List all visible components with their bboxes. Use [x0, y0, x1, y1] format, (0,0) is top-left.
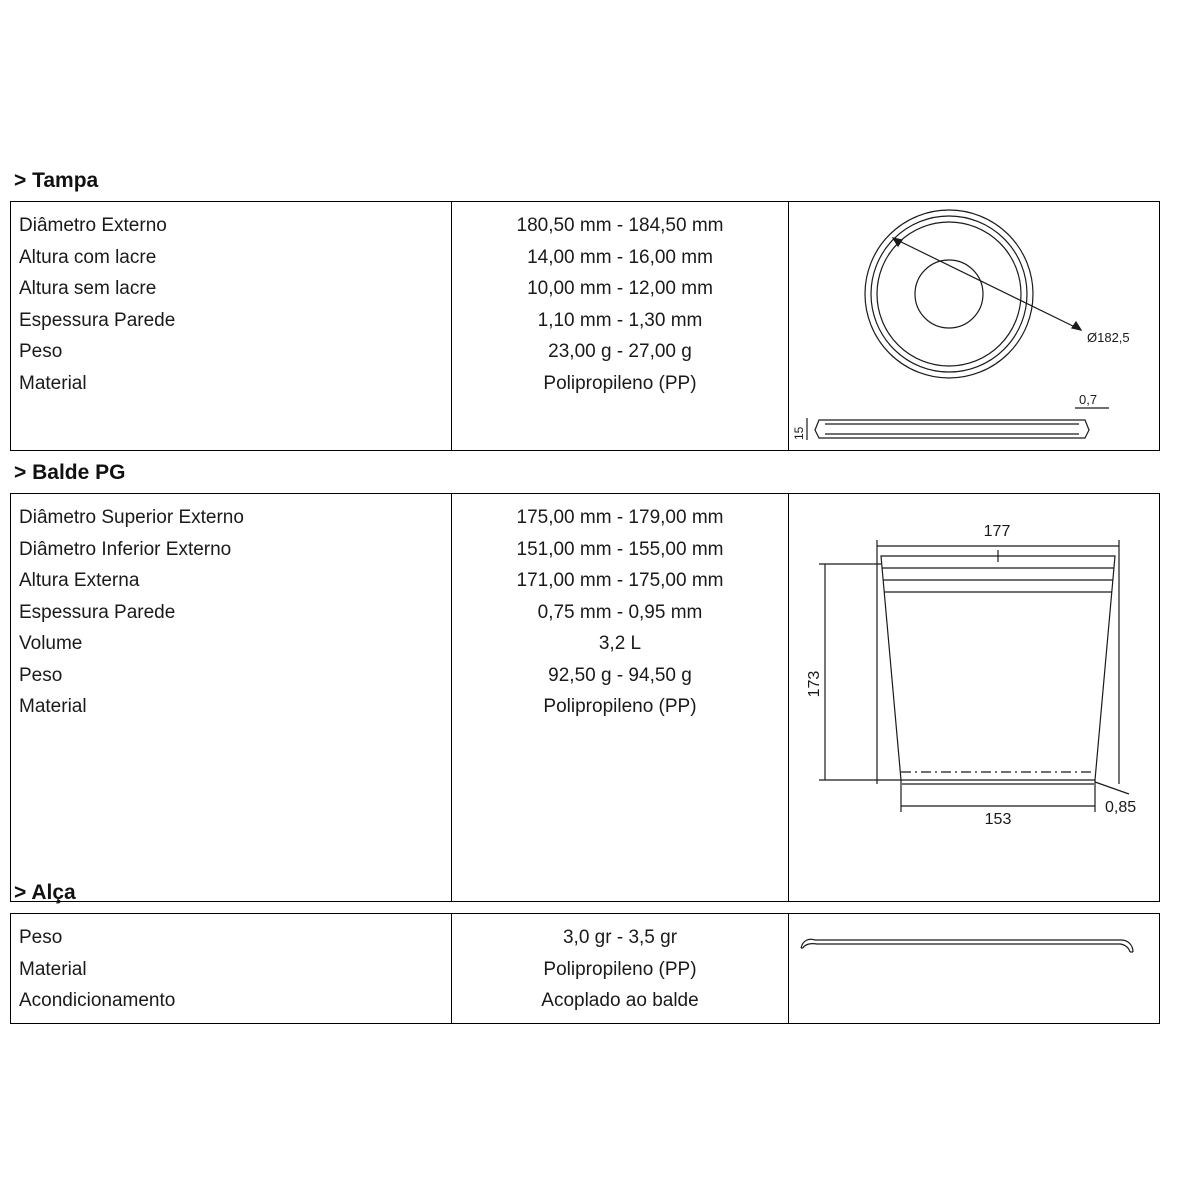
handle-drawing: [789, 914, 1159, 1018]
table-tampa: [10, 201, 1160, 451]
spec-value: Polipropileno (PP): [543, 372, 697, 394]
drawing-cell-balde: [789, 494, 1160, 902]
spec-label: Material: [19, 696, 87, 718]
table-balde: [10, 493, 1160, 902]
spec-value: 10,00 mm - 12,00 mm: [527, 278, 713, 300]
spec-value: 23,00 g - 27,00 g: [548, 341, 692, 363]
dimension-label-diameter: Ø182,5: [1087, 330, 1130, 346]
spec-value: Acoplado ao balde: [541, 990, 699, 1012]
dimension-label-wall-thickness: 0,7: [1079, 392, 1098, 408]
spec-value: 180,50 mm - 184,50 mm: [516, 215, 724, 237]
lid-drawing: [789, 202, 1159, 450]
section-title-balde: > Balde PG: [14, 461, 126, 484]
spec-label: Peso: [19, 664, 63, 686]
dimension-label-side-height: 15: [792, 426, 806, 441]
drawing-cell-tampa: [789, 202, 1160, 451]
table-row: [11, 914, 1160, 1024]
spec-value: 14,00 mm - 16,00 mm: [527, 246, 713, 268]
spec-value: 92,50 g - 94,50 g: [548, 664, 692, 686]
section-title-alca: > Alça: [14, 881, 76, 904]
spec-label: Volume: [19, 633, 83, 655]
spec-label: Peso: [19, 927, 63, 949]
spec-label: Diâmetro Externo: [19, 215, 167, 237]
spec-label: Altura com lacre: [19, 246, 157, 268]
spec-label: Peso: [19, 341, 63, 363]
spec-label: Acondicionamento: [19, 990, 176, 1012]
values-cell-tampa: [452, 202, 789, 451]
drawing-cell-alca: [789, 914, 1160, 1024]
dimension-label-top-diameter: 177: [983, 523, 1011, 541]
spec-value: 171,00 mm - 175,00 mm: [516, 570, 724, 592]
spec-value: Polipropileno (PP): [543, 696, 697, 718]
dimension-label-wall-thickness: 0,85: [1105, 799, 1137, 817]
labels-cell-balde: [11, 494, 452, 902]
table-alca: [10, 913, 1160, 1024]
section-title-tampa: > Tampa: [14, 169, 99, 192]
dimension-label-bottom-diameter: 153: [984, 811, 1012, 829]
labels-cell-alca: [11, 914, 452, 1024]
spec-value: 151,00 mm - 155,00 mm: [516, 538, 724, 560]
spec-label: Espessura Parede: [19, 601, 176, 623]
spec-label: Material: [19, 958, 87, 980]
spec-label: Altura sem lacre: [19, 278, 157, 300]
dimension-label-height: 173: [806, 670, 823, 698]
values-cell-alca: [452, 914, 789, 1024]
spec-value: 175,00 mm - 179,00 mm: [516, 507, 724, 529]
spec-value: Polipropileno (PP): [543, 958, 697, 980]
labels-cell-tampa: [11, 202, 452, 451]
spec-label: Altura Externa: [19, 570, 140, 592]
spec-value: 3,2 L: [598, 633, 642, 655]
spec-value: 3,0 gr - 3,5 gr: [562, 927, 678, 949]
spec-label: Diâmetro Superior Externo: [19, 507, 244, 529]
spec-label: Espessura Parede: [19, 309, 176, 331]
spec-label: Diâmetro Inferior Externo: [19, 538, 232, 560]
table-row: [11, 494, 1160, 902]
bucket-drawing: [789, 494, 1159, 876]
spec-label: Material: [19, 372, 87, 394]
spec-value: 1,10 mm - 1,30 mm: [537, 309, 703, 331]
values-cell-balde: [452, 494, 789, 902]
table-row: [11, 202, 1160, 451]
spec-value: 0,75 mm - 0,95 mm: [537, 601, 703, 623]
